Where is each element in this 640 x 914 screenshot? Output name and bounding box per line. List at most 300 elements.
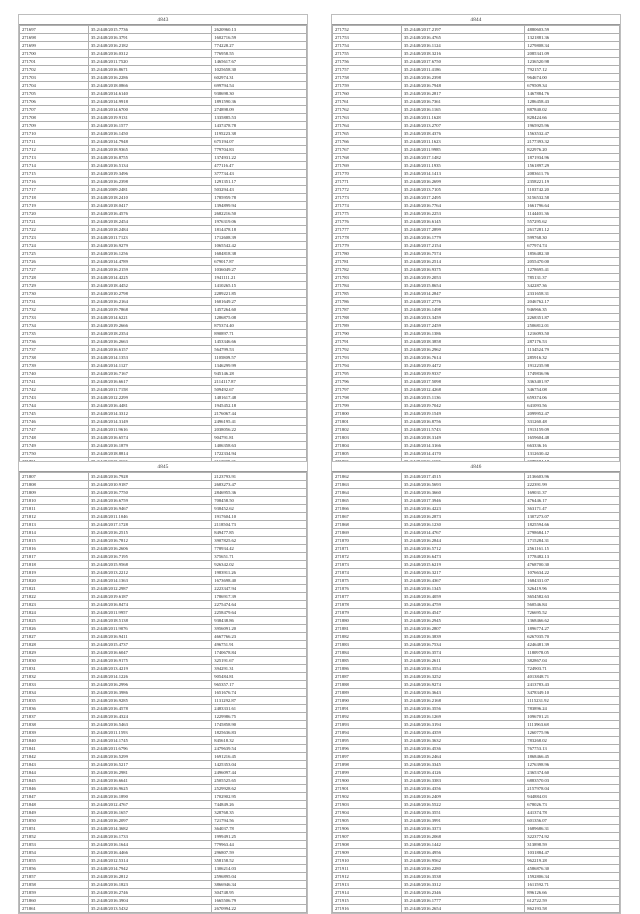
panel-title: 4844 — [332, 15, 620, 25]
table-row — [333, 234, 620, 242]
reference-cell: 35.2/448/2016.3312 — [401, 881, 524, 889]
amount-cell: 2496097.44 — [212, 769, 307, 777]
amount-cell: 496751.91 — [212, 641, 307, 649]
row-id-cell: 271867 — [333, 513, 402, 521]
amount-cell: 946966.35 — [525, 306, 620, 314]
row-id-cell: 271779 — [333, 242, 402, 250]
reference-cell: 35.2/448/2016.8756 — [401, 418, 524, 426]
reference-cell: 35.2/448/2019.9337 — [401, 370, 524, 378]
table-row — [20, 138, 307, 146]
amount-cell: 1036049.27 — [212, 266, 307, 274]
reference-cell: 35.2/448/2019.1549 — [401, 410, 524, 418]
data-table — [19, 25, 307, 466]
row-id-cell: 271803 — [333, 434, 402, 442]
row-id-cell: 271704 — [20, 82, 89, 90]
row-id-cell: 271755 — [333, 50, 402, 58]
amount-cell: 1346299.99 — [212, 362, 307, 370]
row-id-cell: 271795 — [333, 370, 402, 378]
reference-cell: 35.2/448/2016.4466 — [88, 849, 211, 857]
table-row — [333, 186, 620, 194]
amount-cell: 2289221.85 — [212, 290, 307, 298]
amount-cell: 503294.43 — [212, 186, 307, 194]
reference-cell: 35.2/448/2013.5432 — [88, 905, 211, 913]
row-id-cell: 271810 — [20, 497, 89, 505]
data-table — [332, 472, 620, 913]
row-id-cell: 271836 — [20, 705, 89, 713]
amount-cell: 1134524.79 — [525, 346, 620, 354]
reference-cell: 35.2/448/2018.0417 — [88, 202, 211, 210]
reference-cell: 35.2/448/2014.6140 — [88, 90, 211, 98]
reference-cell: 35.2/448/2011.9957 — [88, 609, 211, 617]
amount-cell: 677974.74 — [525, 242, 620, 250]
row-id-cell: 271843 — [20, 761, 89, 769]
table-row — [333, 585, 620, 593]
table-row — [333, 625, 620, 633]
row-id-cell: 271913 — [333, 881, 402, 889]
row-id-cell: 271721 — [20, 218, 89, 226]
amount-cell: 1661796.64 — [525, 202, 620, 210]
row-id-cell: 271873 — [333, 561, 402, 569]
amount-cell: 1144401.36 — [525, 210, 620, 218]
amount-cell: 346754.08 — [525, 386, 620, 394]
reference-cell: 35.2/448/2010.9187 — [88, 481, 211, 489]
table-row — [333, 82, 620, 90]
row-id-cell: 271737 — [20, 346, 89, 354]
reference-cell: 35.2/448/2016.7195 — [88, 553, 211, 561]
row-id-cell: 271780 — [333, 250, 402, 258]
amount-cell: 641093.56 — [525, 402, 620, 410]
row-id-cell: 271745 — [20, 410, 89, 418]
table-row — [333, 577, 620, 585]
table-row — [20, 442, 307, 450]
amount-cell: 3223774.92 — [525, 833, 620, 841]
reference-cell: 35.2/448/2015.8654 — [401, 282, 524, 290]
reference-cell: 35.2/448/2016.2606 — [88, 545, 211, 553]
amount-cell: 1131292.87 — [212, 697, 307, 705]
reference-cell: 35.2/448/2016.2981 — [88, 769, 211, 777]
reference-cell: 35.2/448/2011.5743 — [401, 426, 524, 434]
reference-cell: 35.2/448/2016.2699 — [401, 178, 524, 186]
amount-cell: 1437478.78 — [212, 122, 307, 130]
amount-cell: 1563532.47 — [525, 130, 620, 138]
amount-cell: 2483331.61 — [212, 705, 307, 713]
table-row — [20, 66, 307, 74]
table-row — [333, 905, 620, 913]
reference-cell: 35.2/448/2016.4126 — [401, 769, 524, 777]
reference-cell: 35.2/448/2011.1935 — [401, 162, 524, 170]
amount-cell: 1745858.90 — [212, 721, 307, 729]
reference-cell: 35.2/448/2018.3216 — [401, 50, 524, 58]
amount-cell: 2136603.96 — [525, 473, 620, 481]
panel-title: 4845 — [19, 462, 307, 472]
table-row — [333, 106, 620, 114]
table-row — [333, 322, 620, 330]
amount-cell: 2055470.00 — [525, 258, 620, 266]
reference-cell: 35.2/448/2016.3217 — [401, 569, 524, 577]
row-id-cell: 271850 — [20, 817, 89, 825]
amount-cell: 1406358.63 — [212, 442, 307, 450]
amount-cell: 785131.37 — [525, 274, 620, 282]
amount-cell: 744849.26 — [212, 801, 307, 809]
reference-cell: 35.2/448/2016.7764 — [401, 202, 524, 210]
table-row — [333, 497, 620, 505]
row-id-cell: 271729 — [20, 282, 89, 290]
row-id-cell: 271908 — [333, 841, 402, 849]
amount-cell: 2683273.47 — [212, 481, 307, 489]
table-panel-4844 — [331, 14, 621, 467]
reference-cell: 35.2/448/2017.5098 — [401, 378, 524, 386]
reference-cell: 35.2/448/2014.3166 — [401, 442, 524, 450]
table-row — [20, 266, 307, 274]
row-id-cell: 271728 — [20, 274, 89, 282]
row-id-cell: 271723 — [20, 234, 89, 242]
reference-cell: 35.2/448/2014.7948 — [88, 138, 211, 146]
amount-cell: 1702902.95 — [212, 793, 307, 801]
table-panel-4846 — [331, 461, 621, 914]
table-row — [333, 314, 620, 322]
amount-cell: 890897.71 — [212, 330, 307, 338]
amount-cell: 926342.02 — [212, 561, 307, 569]
reference-cell: 35.2/448/2014.1745 — [88, 737, 211, 745]
amount-cell: 1611592.71 — [525, 881, 620, 889]
amount-cell: 938438.86 — [212, 617, 307, 625]
amount-cell: 778934.42 — [212, 545, 307, 553]
amount-cell: 1999491.25 — [212, 833, 307, 841]
row-id-cell: 271863 — [333, 481, 402, 489]
row-id-cell: 271797 — [333, 386, 402, 394]
row-id-cell: 271824 — [20, 609, 89, 617]
amount-cell: 342287.36 — [525, 282, 620, 290]
amount-cell: 862193.58 — [525, 905, 620, 913]
table-row — [20, 42, 307, 50]
amount-cell: 3654582.63 — [525, 593, 620, 601]
amount-cell: 1260775.96 — [525, 729, 620, 737]
table-row — [20, 82, 307, 90]
table-row — [20, 617, 307, 625]
row-id-cell: 271808 — [20, 481, 89, 489]
amount-cell: 509492.67 — [212, 386, 307, 394]
table-row — [20, 402, 307, 410]
row-id-cell: 271877 — [333, 593, 402, 601]
table-row — [333, 138, 620, 146]
table-row — [20, 865, 307, 873]
row-id-cell: 271805 — [333, 450, 402, 458]
amount-cell: 1306214.03 — [212, 865, 307, 873]
amount-cell: 222391.99 — [525, 481, 620, 489]
row-id-cell: 271844 — [20, 769, 89, 777]
reference-cell: 35.2/448/2012.2987 — [88, 585, 211, 593]
reference-cell: 35.2/448/2016.2280 — [401, 865, 524, 873]
table-row — [20, 729, 307, 737]
amount-cell: 1712608.39 — [212, 234, 307, 242]
reference-cell: 35.2/448/2011.7123 — [88, 234, 211, 242]
amount-cell: 1467884.76 — [525, 90, 620, 98]
amount-cell: 3478349.10 — [525, 689, 620, 697]
amount-cell: 3156532.58 — [525, 194, 620, 202]
amount-cell: 4667766.23 — [212, 633, 307, 641]
reference-cell: 35.2/448/2016.7361 — [401, 98, 524, 106]
row-id-cell: 271852 — [20, 833, 89, 841]
amount-cell: 1561897.29 — [525, 162, 620, 170]
reference-cell: 35.2/448/2017.2197 — [401, 26, 524, 34]
reference-cell: 35.2/448/2016.2515 — [88, 529, 211, 537]
table-row — [333, 889, 620, 897]
row-id-cell: 271874 — [333, 569, 402, 577]
row-id-cell: 271703 — [20, 74, 89, 82]
reference-cell: 35.2/448/2014.1127 — [88, 362, 211, 370]
amount-cell: 2617281.12 — [525, 226, 620, 234]
table-row — [20, 130, 307, 138]
reference-cell: 35.2/448/2016.2168 — [401, 697, 524, 705]
row-id-cell: 271859 — [20, 889, 89, 897]
row-id-cell: 271786 — [333, 298, 402, 306]
row-id-cell: 271717 — [20, 186, 89, 194]
reference-cell: 35.2/448/2016.1777 — [401, 897, 524, 905]
amount-cell: 375651.71 — [212, 553, 307, 561]
amount-cell: 2114117.87 — [212, 378, 307, 386]
row-id-cell: 271837 — [20, 713, 89, 721]
table-row — [333, 194, 620, 202]
row-id-cell: 271906 — [333, 825, 402, 833]
reference-cell: 35.2/448/2016.7167 — [88, 370, 211, 378]
reference-cell: 35.2/448/2011.7158 — [88, 386, 211, 394]
reference-cell: 35.2/448/2016.4765 — [401, 34, 524, 42]
row-id-cell: 271738 — [20, 354, 89, 362]
amount-cell: 1983911.26 — [212, 569, 307, 577]
row-id-cell: 271881 — [333, 625, 402, 633]
reference-cell: 35.2/448/2016.4223 — [401, 505, 524, 513]
amount-cell: 1691216.45 — [212, 753, 307, 761]
amount-cell: 2561161.15 — [525, 545, 620, 553]
row-id-cell: 271713 — [20, 154, 89, 162]
amount-cell: 4246481.39 — [525, 641, 620, 649]
row-id-cell: 271804 — [333, 442, 402, 450]
amount-cell: 6883570.03 — [525, 777, 620, 785]
table-row — [20, 210, 307, 218]
table-row — [20, 418, 307, 426]
reference-cell: 35.2/448/2016.7812 — [88, 537, 211, 545]
row-id-cell: 271834 — [20, 689, 89, 697]
table-row — [333, 865, 620, 873]
reference-cell: 35.2/448/2016.8474 — [88, 601, 211, 609]
table-row — [333, 561, 620, 569]
table-row — [333, 873, 620, 881]
row-id-cell: 271827 — [20, 633, 89, 641]
table-row — [20, 745, 307, 753]
row-id-cell: 271740 — [20, 370, 89, 378]
amount-cell: 2123793.91 — [212, 473, 307, 481]
row-id-cell: 271720 — [20, 210, 89, 218]
reference-cell: 35.2/448/2018.0866 — [88, 82, 211, 90]
row-id-cell: 271756 — [333, 58, 402, 66]
reference-cell: 35.2/448/2014.2847 — [401, 290, 524, 298]
table-row — [333, 777, 620, 785]
reference-cell: 35.2/448/2016.2514 — [401, 258, 524, 266]
row-id-cell: 271790 — [333, 330, 402, 338]
reference-cell: 35.2/448/2011.9616 — [88, 426, 211, 434]
reference-cell: 35.2/448/2016.4576 — [88, 210, 211, 218]
reference-cell: 35.2/448/2016.1450 — [88, 130, 211, 138]
table-row — [20, 537, 307, 545]
row-id-cell: 271730 — [20, 290, 89, 298]
table-row — [333, 785, 620, 793]
row-id-cell: 271700 — [20, 50, 89, 58]
reference-cell: 35.2/448/2011.1628 — [401, 114, 524, 122]
reference-cell: 35.2/448/2016.7948 — [401, 82, 524, 90]
amount-cell: 358158.52 — [212, 857, 307, 865]
reference-cell: 35.2/448/2016.1733 — [88, 833, 211, 841]
amount-cell: 1592806.34 — [525, 873, 620, 881]
table-row — [20, 154, 307, 162]
amount-cell: 783268.02 — [525, 737, 620, 745]
reference-cell: 35.2/448/2016.2398 — [401, 74, 524, 82]
row-id-cell: 271840 — [20, 737, 89, 745]
amount-cell: 1425353.04 — [212, 761, 307, 769]
amount-cell: 1891590.36 — [212, 98, 307, 106]
table-row — [333, 66, 620, 74]
reference-cell: 35.2/448/2016.3383 — [401, 777, 524, 785]
reference-cell: 35.2/448/2015.4737 — [88, 641, 211, 649]
table-row — [20, 26, 307, 34]
row-id-cell: 271742 — [20, 386, 89, 394]
table-row — [333, 673, 620, 681]
reference-cell: 35.2/448/2015.7736 — [88, 26, 211, 34]
reference-cell: 35.2/448/2016.2996 — [88, 681, 211, 689]
row-id-cell: 271759 — [333, 82, 402, 90]
reference-cell: 35.2/448/2014.4767 — [401, 529, 524, 537]
table-row — [20, 290, 307, 298]
reference-cell: 35.2/448/2016.3839 — [401, 633, 524, 641]
amount-cell: 1785959.78 — [212, 194, 307, 202]
table-row — [20, 122, 307, 130]
table-row — [20, 833, 307, 841]
amount-cell: 4880603.59 — [525, 26, 620, 34]
row-id-cell: 271796 — [333, 378, 402, 386]
reference-cell: 35.2/448/2016.2945 — [401, 617, 524, 625]
row-id-cell: 271832 — [20, 673, 89, 681]
table-row — [333, 817, 620, 825]
amount-cell: 679509.34 — [525, 82, 620, 90]
row-id-cell: 271788 — [333, 314, 402, 322]
row-id-cell: 271733 — [20, 314, 89, 322]
row-id-cell: 271822 — [20, 593, 89, 601]
row-id-cell: 271883 — [333, 641, 402, 649]
reference-cell: 35.2/448/2016.1779 — [401, 234, 524, 242]
amount-cell: 1065542.42 — [212, 242, 307, 250]
panel-title: 4846 — [332, 462, 620, 472]
row-id-cell: 271744 — [20, 402, 89, 410]
amount-cell: 3907825.62 — [212, 537, 307, 545]
amount-cell: 1715284.31 — [525, 537, 620, 545]
table-row — [333, 537, 620, 545]
reference-cell: 35.2/448/2019.7042 — [401, 402, 524, 410]
table-row — [333, 649, 620, 657]
table-row — [20, 218, 307, 226]
row-id-cell: 271915 — [333, 897, 402, 905]
row-id-cell: 271912 — [333, 873, 402, 881]
row-id-cell: 271702 — [20, 66, 89, 74]
amount-cell: 792157.12 — [525, 66, 620, 74]
amount-cell: 679017.87 — [212, 258, 307, 266]
table-row — [20, 274, 307, 282]
amount-cell: 2223347.94 — [212, 585, 307, 593]
row-id-cell: 271761 — [333, 98, 402, 106]
amount-cell: 287176.53 — [525, 338, 620, 346]
amount-cell: 1749836.96 — [525, 370, 620, 378]
row-id-cell: 271853 — [20, 841, 89, 849]
reference-cell: 35.2/448/2016.3345 — [401, 761, 524, 769]
table-row — [333, 114, 620, 122]
reference-cell: 35.2/448/2017.1482 — [401, 154, 524, 162]
row-id-cell: 271875 — [333, 577, 402, 585]
amount-cell: 721794.56 — [212, 817, 307, 825]
row-id-cell: 271701 — [20, 58, 89, 66]
amount-cell: 1307273.07 — [525, 513, 620, 521]
row-id-cell: 271726 — [20, 258, 89, 266]
row-id-cell: 271817 — [20, 553, 89, 561]
table-row — [20, 58, 307, 66]
row-id-cell: 271826 — [20, 625, 89, 633]
row-id-cell: 271739 — [20, 362, 89, 370]
table-row — [333, 442, 620, 450]
reference-cell: 35.2/448/2016.1230 — [401, 521, 524, 529]
table-row — [333, 170, 620, 178]
row-id-cell: 271887 — [333, 673, 402, 681]
row-id-cell: 271865 — [333, 497, 402, 505]
amount-cell: 2620960.13 — [212, 26, 307, 34]
reference-cell: 35.2/448/2016.2159 — [88, 266, 211, 274]
table-row — [20, 242, 307, 250]
table-row — [333, 370, 620, 378]
row-id-cell: 271766 — [333, 138, 402, 146]
amount-cell: 964674.00 — [525, 74, 620, 82]
row-id-cell: 271866 — [333, 505, 402, 513]
reference-cell: 35.2/448/2016.7534 — [401, 641, 524, 649]
amount-cell: 1236520.98 — [525, 58, 620, 66]
row-id-cell: 271787 — [333, 306, 402, 314]
row-id-cell: 271811 — [20, 505, 89, 513]
reference-cell: 35.2/448/2016.2164 — [88, 298, 211, 306]
table-row — [333, 481, 620, 489]
amount-cell: 1601649.27 — [212, 298, 307, 306]
reference-cell: 35.2/448/2016.9279 — [88, 242, 211, 250]
table-row — [20, 801, 307, 809]
amount-cell: 363171.47 — [525, 505, 620, 513]
table-row — [20, 186, 307, 194]
table-row — [333, 306, 620, 314]
table-row — [20, 697, 307, 705]
reference-cell: 35.2/448/2016.3194 — [401, 721, 524, 729]
row-id-cell: 271807 — [20, 473, 89, 481]
row-id-cell: 271841 — [20, 745, 89, 753]
row-id-cell: 271732 — [20, 306, 89, 314]
amount-cell: 382867.04 — [525, 657, 620, 665]
row-id-cell: 271764 — [333, 122, 402, 130]
row-id-cell: 271715 — [20, 170, 89, 178]
reference-cell: 35.2/448/2016.6617 — [88, 378, 211, 386]
row-id-cell: 271778 — [333, 234, 402, 242]
table-row — [333, 793, 620, 801]
row-id-cell: 271758 — [333, 74, 402, 82]
table-row — [333, 354, 620, 362]
data-table — [19, 472, 307, 913]
row-id-cell: 271698 — [20, 34, 89, 42]
row-id-cell: 271743 — [20, 394, 89, 402]
row-id-cell: 271905 — [333, 817, 402, 825]
table-row — [20, 553, 307, 561]
row-id-cell: 271753 — [333, 34, 402, 42]
table-row — [333, 545, 620, 553]
